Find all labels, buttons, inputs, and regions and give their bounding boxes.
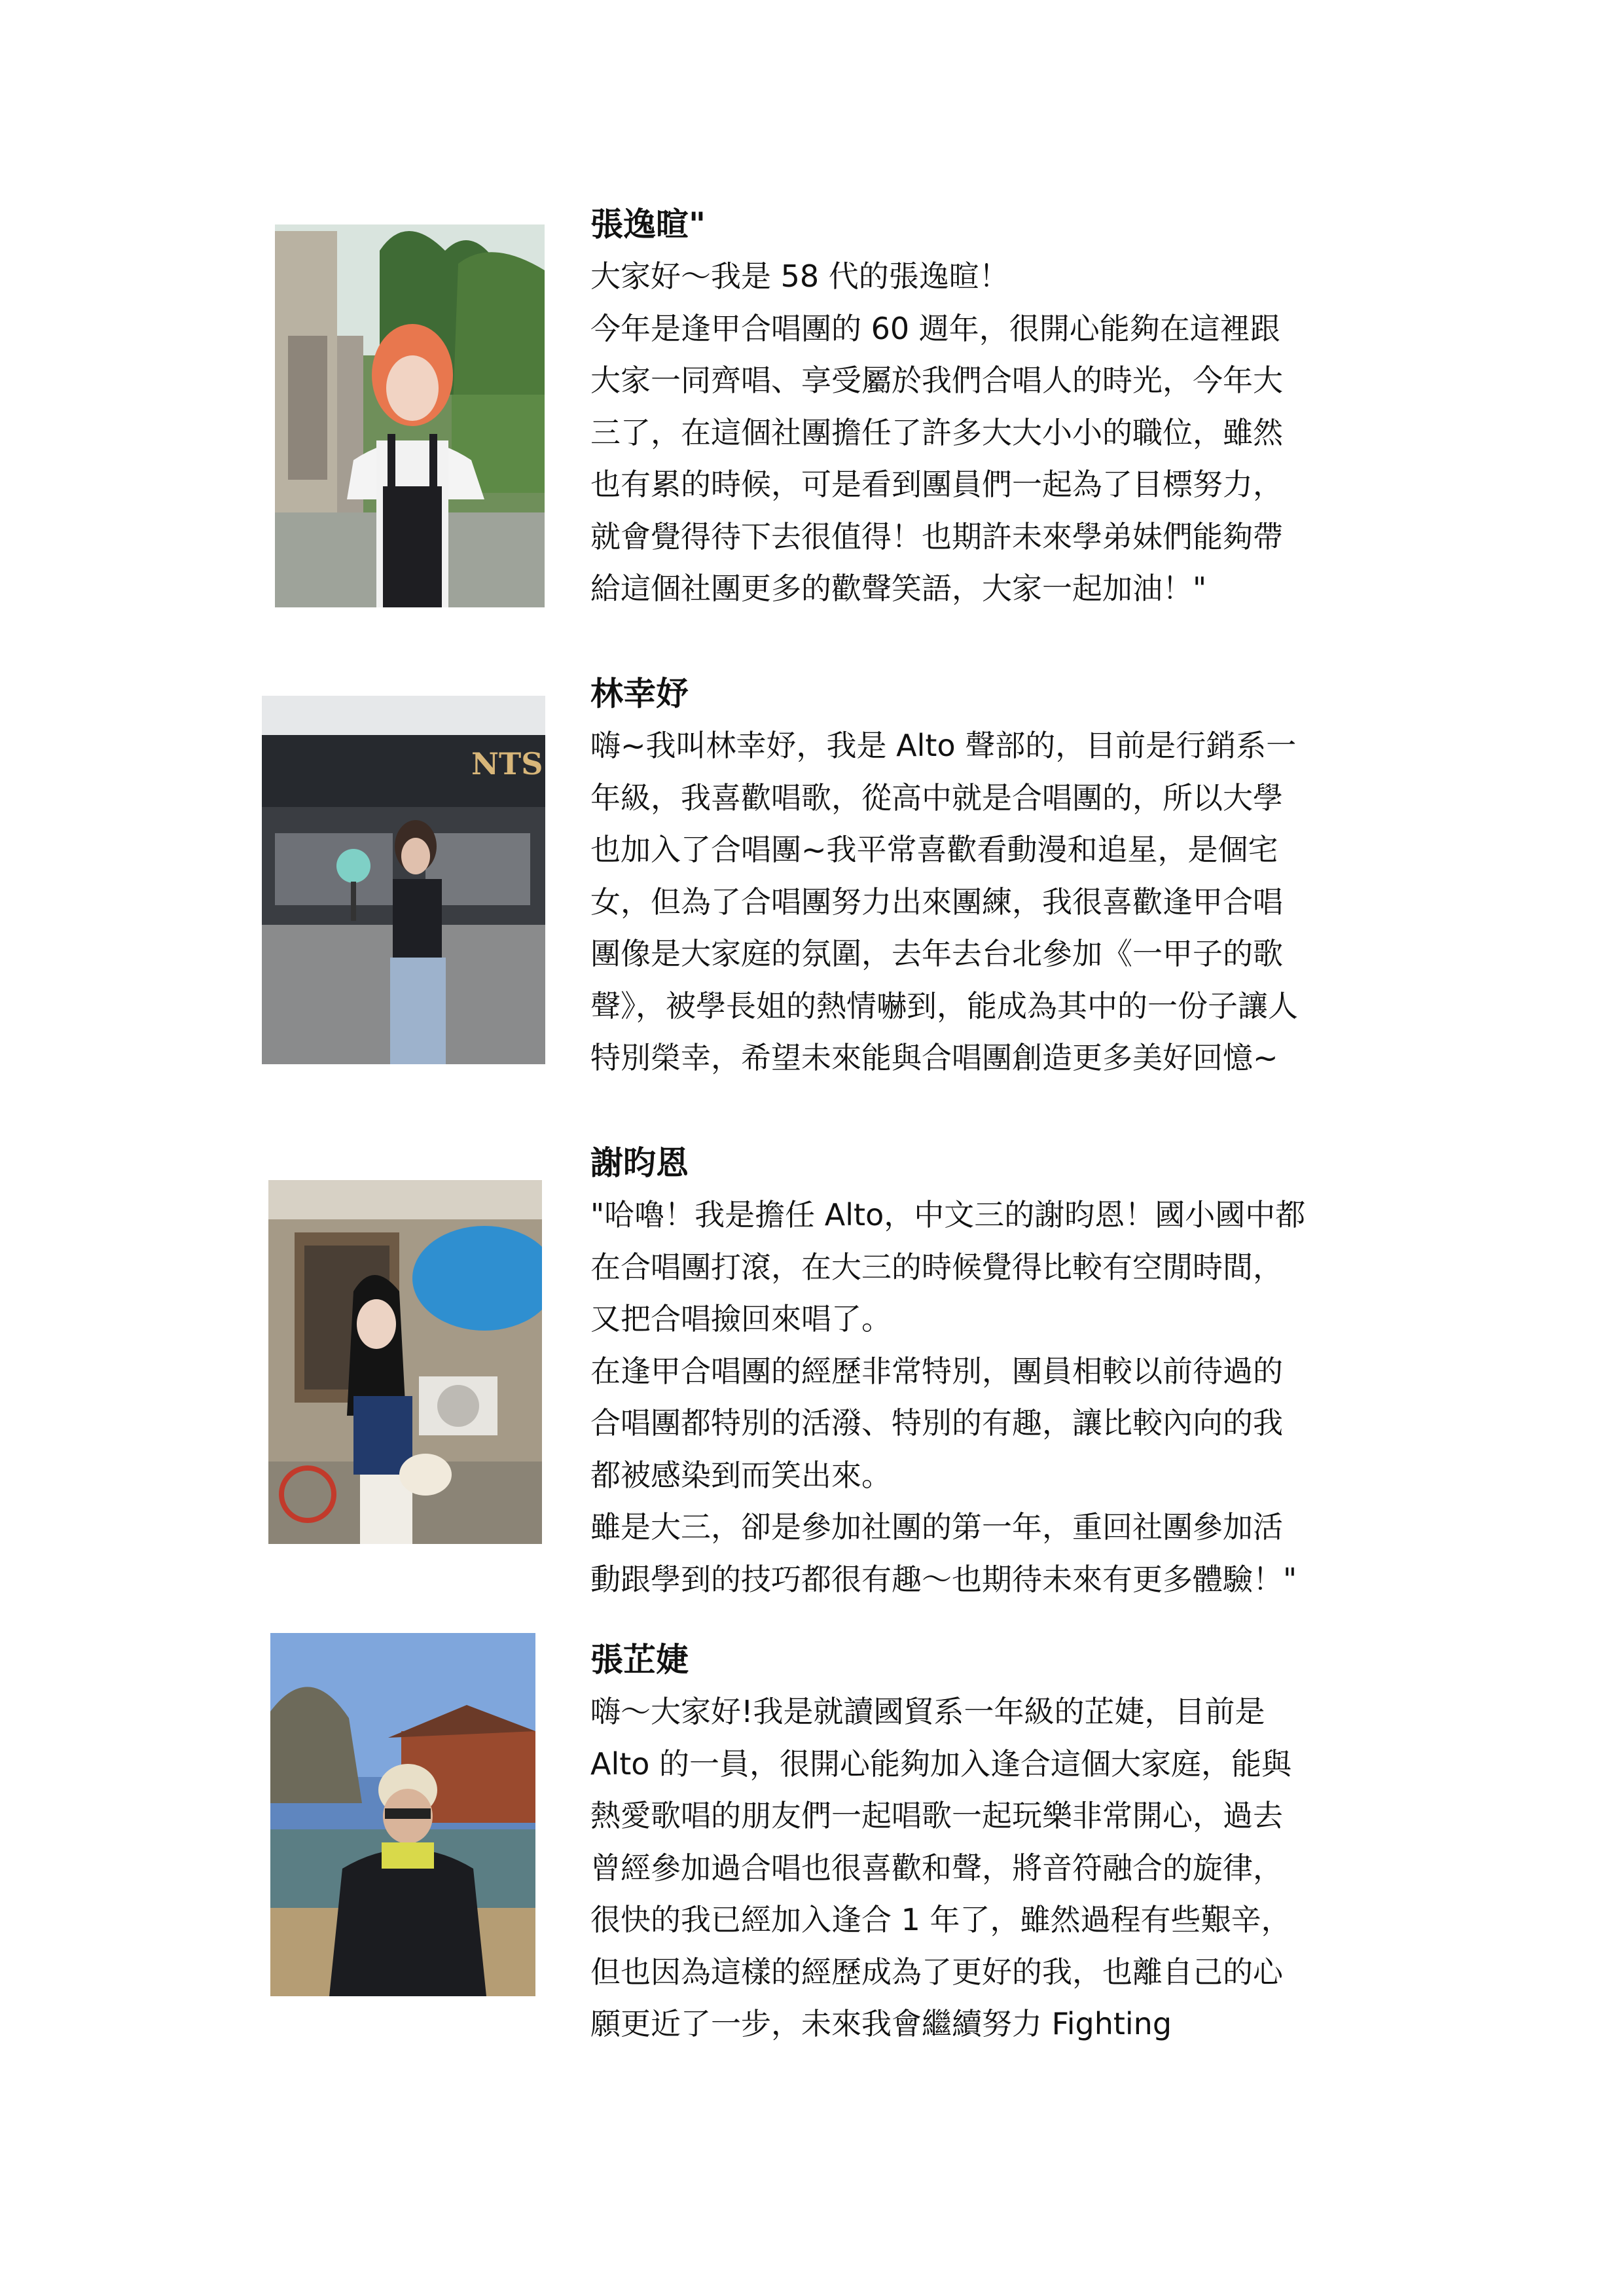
bio-line: 合唱團都特別的活潑、特別的有趣，讓比較內向的我	[590, 1405, 1283, 1441]
bio-line: 嗨～大家好!我是就讀國貿系一年級的芷婕，目前是	[590, 1694, 1265, 1729]
bio-line: 都被感染到而笑出來。	[590, 1457, 892, 1493]
bio-line: 聲》，被學長姐的熱情嚇到，能成為其中的一份子讓人	[590, 988, 1298, 1024]
member-name: 張芷婕	[590, 1641, 689, 1679]
bio-line: 很快的我已經加入逢合 1 年了，雖然過程有些艱辛，	[590, 1902, 1291, 1937]
member-photo-4	[270, 1633, 535, 1996]
member-photo-3	[268, 1180, 542, 1544]
bio-line: 團像是大家庭的氛圍，去年去台北參加《一甲子的歌	[590, 936, 1283, 971]
member-entry-4	[590, 1634, 1402, 2051]
bio-line: 年級，我喜歡唱歌，從高中就是合唱團的，所以大學	[590, 780, 1283, 816]
bio-line: 大家一同齊唱、享受屬於我們合唱人的時光，今年大	[590, 363, 1283, 398]
bio-line: 又把合唱撿回來唱了。	[590, 1301, 892, 1336]
member-entry-1	[590, 198, 1402, 615]
member-name: 張逸暄"	[590, 206, 706, 243]
member-name: 謝昀恩	[590, 1144, 689, 1182]
bio-line: 給這個社團更多的歡聲笑語，大家一起加油！"	[590, 571, 1207, 606]
bio-line: Alto 的一員，很開心能夠加入逢合這個大家庭，能與	[590, 1746, 1292, 1782]
bio-line: 在逢甲合唱團的經歷非常特別，團員相較以前待過的	[590, 1353, 1283, 1389]
bio-line: 大家好～我是 58 代的張逸暄！	[590, 259, 1009, 294]
member-photo-1	[275, 224, 545, 607]
bio-line: 三了，在這個社團擔任了許多大大小小的職位，雖然	[590, 414, 1283, 450]
bio-line: 今年是逢甲合唱團的 60 週年，很開心能夠在這裡跟	[590, 310, 1280, 346]
bio-line: 在合唱團打滾，在大三的時候覺得比較有空閒時間，	[590, 1249, 1283, 1285]
bio-line: 願更近了一步，未來我會繼續努力 Fighting	[590, 2006, 1172, 2041]
bio-line: 也加入了合唱團~我平常喜歡看動漫和追星，是個宅	[590, 832, 1278, 867]
bio-line: 曾經參加過合唱也很喜歡和聲，將音符融合的旋律，	[590, 1850, 1283, 1886]
bio-line: 女，但為了合唱團努力出來團練，我很喜歡逢甲合唱	[590, 884, 1283, 920]
member-entry-2	[590, 668, 1402, 1085]
bio-line: 也有累的時候，可是看到團員們一起為了目標努力，	[590, 467, 1283, 502]
member-entry-3	[590, 1137, 1402, 1605]
photo-sign-text: NTS	[471, 746, 543, 781]
bio-line: 雖是大三，卻是參加社團的第一年，重回社團參加活	[590, 1509, 1283, 1545]
bio-line: 就會覺得待下去很值得！也期許未來學弟妹們能夠帶	[590, 518, 1283, 554]
bio-line: 特別榮幸，希望未來能與合唱團創造更多美好回憶~	[590, 1040, 1278, 1075]
bio-line: 嗨~我叫林幸妤，我是 Alto 聲部的，目前是行銷系一	[590, 728, 1297, 763]
bio-line: "哈嚕！我是擔任 Alto，中文三的謝昀恩！國小國中都	[590, 1197, 1306, 1232]
bio-line: 但也因為這樣的經歷成為了更好的我，也離自己的心	[590, 1954, 1283, 1990]
member-name: 林幸妤	[590, 675, 689, 713]
member-photo-2	[262, 696, 545, 1064]
bio-line: 熱愛歌唱的朋友們一起唱歌一起玩樂非常開心，過去	[590, 1798, 1283, 1833]
bio-line: 動跟學到的技巧都很有趣～也期待未來有更多體驗！"	[590, 1561, 1297, 1597]
